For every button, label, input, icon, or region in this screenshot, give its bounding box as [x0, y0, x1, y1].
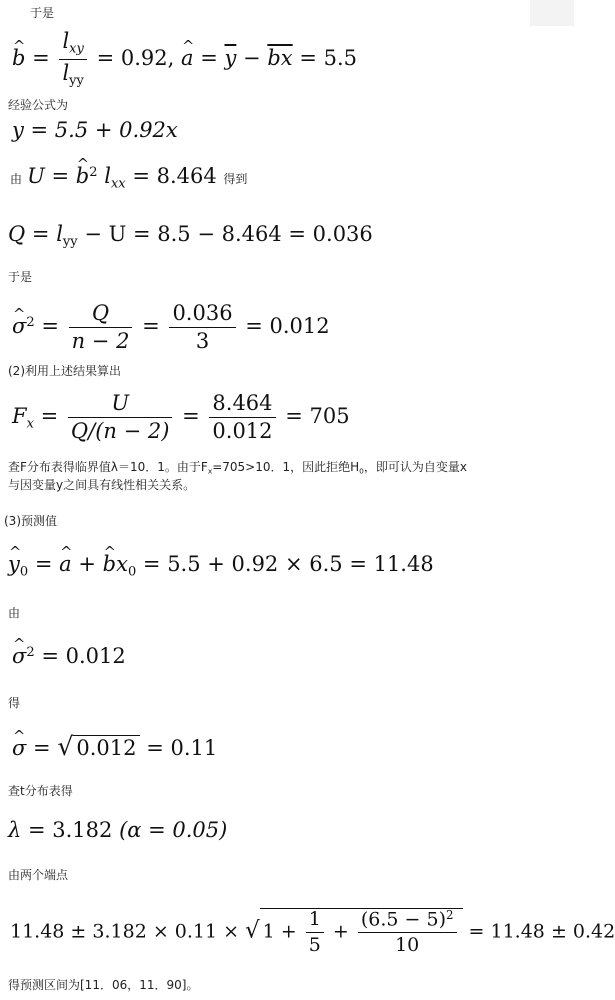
text-t-table: 查t分布表得	[8, 784, 73, 798]
text-de: 得	[8, 696, 21, 710]
text-yushi-1: 于是	[30, 6, 55, 20]
text-prediction-interval-result: 得预测区间为[11．06，11．90]。	[8, 978, 199, 992]
text-linear-relation: 与因变量y之间具有线性相关关系。	[8, 478, 196, 492]
fraction-lxy-lyy: $\frac{l_{xy}}{l_{yy}}$	[59, 30, 86, 89]
equation-b-a-estimates: ^ b = $\frac{l_{xy}}{l_{yy}}$ = 0.92, ^ $a = \overline{y} - \overline{bx} = 5.5$	[12, 30, 357, 89]
text-you: 由	[8, 606, 21, 620]
text-yushi-2: 于是	[8, 270, 33, 284]
equation-F-statistic: $F_x$ = $\frac{U}{Q/(n - 2)}$ = $\frac{8.464}{0.012}$ = 705	[12, 391, 350, 444]
text-part3-heading: (3)预测值	[4, 514, 57, 528]
equation-sigma-squared: ^ $\sigma^2$ = $\frac{Q}{n - 2}$ = $\frac{0.036}{3}$ = 0.012	[12, 302, 330, 353]
equation-prediction-y0: ^ $y_0$ = ^ a + ^ $bx_0 = 5.5 + 0.92 \times 6.5 = 11.48$	[8, 552, 434, 580]
equation-U: 由 U = ^ $b^2$ $l_{xx} = 8.464$ 得到	[10, 164, 247, 192]
equation-sigma-squared-value: ^ $\sigma^2 = 0.012$	[12, 644, 126, 668]
equation-regression-line: y = 5.5 + 0.92x	[12, 118, 178, 142]
top-right-gray-patch	[530, 0, 574, 26]
equation-prediction-interval: 11.48 ± 3.182 × 0.11 × √ 1 + $\frac{1}{5}$ + $\frac{(6.5 - 5)^2}{10}$ = 11.48 ± 0.42	[10, 908, 615, 957]
equation-Q: $Q = l_{yy} - U = 8.5 - 8.464 = 0.036$	[8, 222, 373, 250]
text-F-test-conclusion: 查F分布表得临界值λ＝10．1。由于$F_x=705>10$．1，因此拒绝$H_0$，即可认为自变量x	[8, 460, 468, 476]
equation-sigma-value: ^ σ = √ 0.012 = 0.11	[12, 732, 217, 761]
text-part2-heading: (2)利用上述结果算出	[8, 364, 121, 378]
text-two-endpoints: 由两个端点	[8, 868, 69, 882]
text-jingyan-gongshi: 经验公式为	[8, 98, 69, 112]
equation-lambda: λ = 3.182 (α = 0.05)	[8, 818, 228, 842]
